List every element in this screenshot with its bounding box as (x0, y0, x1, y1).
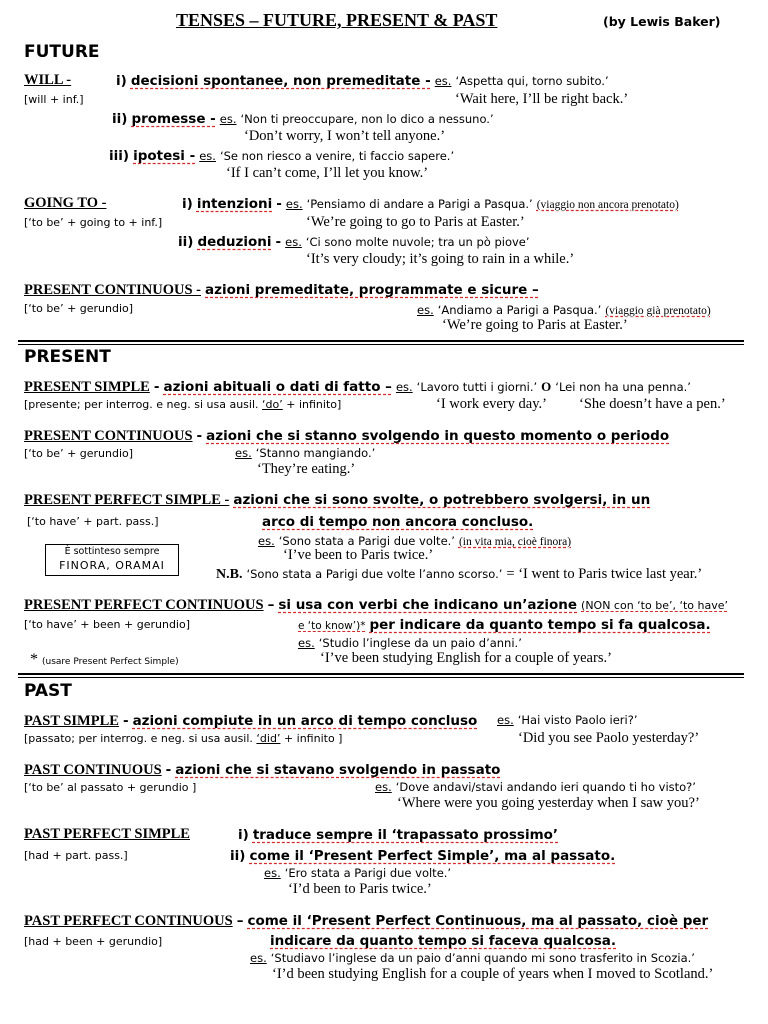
use-description: azioni premeditate, programmate e sicure – (205, 282, 539, 298)
use-dash: – (236, 913, 244, 929)
example-label: es. (285, 197, 303, 211)
present-simple-en-2: ‘She doesn’t have a pen.’ (579, 396, 726, 412)
past-perfect-simple-name: PAST PERFECT SIMPLE (24, 826, 190, 842)
use-dash: - (276, 196, 282, 212)
italian-example: ‘Andiamo a Parigi a Pasqua.’ (437, 303, 602, 317)
example-label: es. (497, 713, 514, 727)
italian-example: ‘Pensiamo di andare a Parigi a Pasqua.’ (306, 197, 533, 211)
past-simple-en: ‘Did you see Paolo yesterday?’ (518, 730, 700, 746)
italian-example: ‘Stanno mangiando.’ (255, 446, 376, 460)
future-pc-example-en: ‘We’re going to Paris at Easter.’ (442, 317, 628, 333)
ppc-past-use-2: indicare da quanto tempo si faceva qualcosa. (270, 933, 617, 949)
italian-example: ‘Studiavo l’inglese da un paio d’anni quando mi sono trasferito in Scozia.’ (270, 951, 695, 965)
will-form: [will + inf.] (24, 93, 84, 106)
will-use-3 (109, 147, 454, 165)
exception-note-2: e ‘to know’)* (298, 620, 366, 632)
past-perfect-simple-form: [had + part. pass.] (24, 849, 128, 862)
present-simple-form (24, 398, 341, 411)
use-description: ipotesi - (133, 148, 196, 164)
context-note: (viaggio non ancora prenotato) (536, 199, 679, 211)
example-label: es. (264, 866, 281, 880)
example-label: es. (285, 235, 302, 249)
tense-name: PRESENT CONTINUOUS (24, 428, 193, 444)
present-continuous-example (235, 446, 375, 460)
past-simple-form (24, 732, 342, 745)
example-label: es. (395, 380, 413, 394)
italian-example: ‘Ero stata a Parigi due volte.’ (284, 866, 452, 880)
will-name: WILL - (24, 72, 72, 88)
tense-name: PAST CONTINUOUS (24, 762, 162, 778)
italian-example: ‘Se non riesco a venire, ti faccio sapere.’ (219, 149, 455, 163)
present-continuous-form: [‘to be’ + gerundio] (24, 447, 134, 460)
tense-name: PAST SIMPLE (24, 713, 119, 729)
present-perfect-continuous-line (24, 596, 728, 614)
italian-example: ‘Dove andavi/stavi andando ieri quando ti ho visto?’ (395, 780, 696, 794)
italian-example: ‘Studio l’inglese da un paio d’anni.’ (318, 636, 522, 650)
past-perfect-continuous-form: [had + been + gerundio] (24, 935, 163, 948)
past-heading: PAST (24, 681, 72, 701)
tense-name: PAST PERFECT CONTINUOUS (24, 913, 233, 929)
past-continuous-en: ‘Where were you going yesterday when I saw you?’ (397, 795, 700, 811)
use-dash: - (196, 428, 203, 444)
example-label: es. (298, 636, 315, 650)
ppc-star-note (30, 651, 179, 669)
future-pc-form: [‘to be’ + gerundio] (24, 302, 134, 315)
use-description: azioni compiute in un arco di tempo concluso (132, 713, 478, 729)
use-dash: – (267, 597, 275, 613)
ppc-use-2 (298, 616, 711, 634)
tense-name: PRESENT PERFECT SIMPLE - (24, 492, 230, 508)
italian-example: ‘Lavoro tutti i giorni.’ (416, 380, 538, 394)
use-description: azioni che si stavano svolgendo in passato (175, 762, 501, 778)
use-dash: - (275, 234, 282, 250)
use-description: come il ‘Present Perfect Simple’, ma al passato. (249, 848, 616, 864)
present-perfect-simple-line (24, 491, 650, 509)
will-use-2 (112, 110, 494, 128)
italian-example-2: ‘Lei non ha una penna.’ (555, 380, 691, 394)
example-label: es. (219, 112, 237, 126)
present-perfect-continuous-form: [‘to have’ + been + gerundio] (24, 618, 190, 631)
use-number: ii) (112, 111, 128, 127)
tense-name: PRESENT PERFECT CONTINUOUS (24, 597, 264, 613)
form-text-end: + infinito] (286, 398, 342, 411)
example-label: es. (250, 951, 267, 965)
use-description: come il ‘Present Perfect Continuous, ma al passato, cioè per (247, 913, 709, 929)
will-use-1 (116, 72, 609, 90)
auxiliary: ‘did’ (256, 732, 281, 745)
exception-note: (NON con ‘to be’, ‘to have’ (581, 599, 728, 612)
going-to-example-1-en: ‘We’re going to go to Paris at Easter.’ (306, 214, 525, 230)
pps-use-2 (230, 847, 615, 865)
going-to-example-2-en: ‘It’s very cloudy; it’s going to rain in a while.’ (306, 251, 575, 267)
box-line-1: È sottinteso sempre (64, 546, 160, 557)
auxiliary: ‘do’ (262, 398, 283, 411)
use-number: i) (182, 196, 193, 212)
present-simple-en-1: ‘I work every day.’ (436, 396, 547, 412)
use-description: azioni abituali o dati di fatto – (163, 379, 392, 395)
use-description: deduzioni (197, 234, 272, 250)
use-dash: - (153, 379, 160, 395)
example-label: es. (199, 149, 216, 163)
present-perfect-simple-use-2: arco di tempo non ancora concluso. (262, 514, 534, 530)
page-title: TENSES – FUTURE, PRESENT & PAST (176, 10, 498, 30)
star: * (30, 651, 38, 668)
present-heading: PRESENT (24, 347, 111, 367)
going-to-form: [‘to be’ + going to + inf.] (24, 216, 163, 229)
example-label: es. (434, 74, 452, 88)
present-continuous-line (24, 427, 669, 445)
present-continuous-en: ‘They’re eating.’ (257, 461, 356, 477)
past-continuous-example (375, 780, 696, 794)
will-example-1-en: ‘Wait here, I’ll be right back.’ (455, 91, 629, 107)
star-note: (usare Present Perfect Simple) (42, 657, 179, 667)
use-description: azioni che si sono svolte, o potrebbero svolgersi, in un (233, 492, 651, 508)
past-ppc-example (250, 951, 695, 965)
author-credit: (by Lewis Baker) (603, 14, 721, 29)
use-dash: - (165, 762, 172, 778)
present-perfect-simple-en: ‘I’ve been to Paris twice.’ (283, 547, 434, 563)
context-note: (viaggio già prenotato) (605, 305, 711, 317)
future-present-continuous (24, 281, 539, 299)
ppc-en: ‘I’ve been studying English for a couple of years.’ (320, 650, 612, 666)
nb-italian: ‘Sono stata a Parigi due volte l’anno scorso.’ (246, 567, 503, 581)
use-description: per indicare da quanto tempo si fa qualcosa. (369, 617, 711, 633)
pps-en: ‘I’d been to Paris twice.’ (288, 881, 432, 897)
use-dash: - (122, 713, 129, 729)
italian-example: ‘Non ti preoccupare, non lo dico a nessuno.’ (240, 112, 494, 126)
implied-adverbs-box (45, 544, 179, 576)
example-label: es. (375, 780, 392, 794)
tense-name: PRESENT SIMPLE (24, 379, 150, 395)
use-description: decisioni spontanee, non premeditate - (130, 73, 431, 89)
going-to-use-2 (178, 233, 530, 251)
past-simple-example (497, 713, 637, 727)
use-number: ii) (178, 234, 194, 250)
past-continuous-line (24, 761, 500, 779)
present-perfect-simple-form: [‘to have’ + part. pass.] (27, 515, 159, 528)
section-divider (18, 340, 744, 345)
tense-name: PRESENT CONTINUOUS - (24, 282, 201, 298)
use-number: i) (238, 827, 249, 843)
going-to-use-1 (182, 195, 679, 213)
ppc-example (298, 636, 522, 650)
use-description: promesse - (131, 111, 216, 127)
past-simple-line (24, 712, 477, 730)
italian-example: ‘Ci sono molte nuvole; tra un pò piove’ (305, 235, 530, 249)
box-line-2: FINORA, ORAMAI (59, 559, 165, 572)
pps-use-1 (238, 826, 558, 844)
context-note: (in vita mia, cioè finora) (458, 536, 572, 548)
italian-example: ‘Sono stata a Parigi due volte.’ (278, 534, 455, 548)
example-label: es. (417, 303, 434, 317)
use-description: si usa con verbi che indicano un’azione (278, 597, 578, 613)
form-text-end: + infinito ] (283, 732, 343, 745)
use-number: iii) (109, 148, 130, 164)
nb-label: N.B. (216, 567, 243, 582)
use-description: azioni che si stanno svolgendo in questo momento o periodo (206, 428, 670, 444)
use-number: i) (116, 73, 127, 89)
use-description: intenzioni (196, 196, 273, 212)
italian-example: ‘Aspetta qui, torno subito.’ (455, 74, 609, 88)
going-to-name: GOING TO - (24, 195, 107, 211)
past-ppc-en: ‘I’d been studying English for a couple of years when I moved to Scotland.’ (272, 966, 714, 982)
section-divider (18, 673, 744, 678)
or-connector: O (541, 379, 552, 394)
present-simple-line (24, 378, 691, 396)
use-number: ii) (230, 848, 246, 864)
nb-english: = ‘I went to Paris twice last year.’ (506, 566, 703, 582)
example-label: es. (235, 446, 252, 460)
will-example-3-en: ‘If I can’t come, I’ll let you know.’ (226, 165, 429, 181)
past-perfect-continuous-line (24, 912, 708, 930)
will-example-2-en: ‘Don’t worry, I won’t tell anyone.’ (244, 128, 446, 144)
nb-line (216, 565, 702, 583)
pps-example (264, 866, 451, 880)
form-text: [presente; per interrog. e neg. si usa ausil. (24, 398, 259, 411)
past-continuous-form: [‘to be’ al passato + gerundio ] (24, 781, 197, 794)
future-heading: FUTURE (24, 42, 100, 62)
italian-example: ‘Hai visto Paolo ieri?’ (517, 713, 638, 727)
example-label: es. (258, 534, 275, 548)
use-description: traduce sempre il ‘trapassato prossimo’ (252, 827, 559, 843)
form-text: [passato; per interrog. e neg. si usa ausil. (24, 732, 253, 745)
